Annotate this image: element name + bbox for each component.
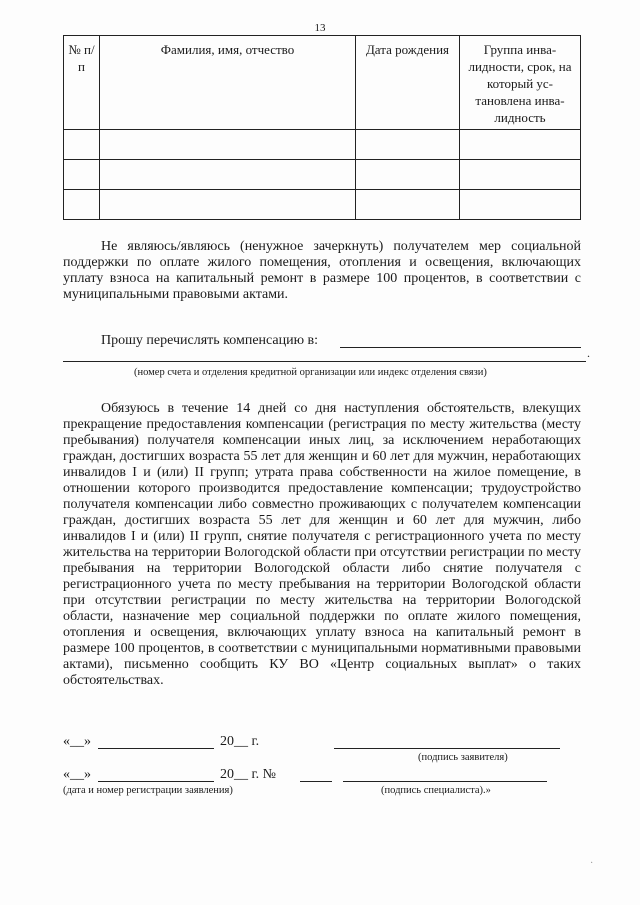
compensation-line-1 [340, 347, 581, 348]
registration-number-line [300, 781, 332, 782]
scan-artifact: · [590, 858, 594, 869]
registration-caption: (дата и номер регистрации заявления) [63, 785, 233, 796]
applicant-signature-line [334, 748, 560, 749]
applicant-signature-caption: (подпись заявителя) [418, 752, 508, 763]
signature2-date-line [98, 781, 214, 782]
compensation-label: Прошу перечислять компенсацию в: [101, 333, 319, 348]
specialist-signature-caption: (подпись специалиста).» [381, 785, 491, 796]
table-cell [100, 160, 356, 190]
table-row [64, 130, 581, 160]
table-cell [460, 130, 581, 160]
table-cell [356, 130, 460, 160]
signature2-year-number: 20__ г. № [220, 767, 277, 782]
table-cell [356, 160, 460, 190]
header-disability-group: Группа инва-лидности, срок, на который ус-тановлена инва-лидность [460, 36, 581, 130]
status-text: Не являюсь/являюсь (ненужное зачеркнуть) получателем мер социальной поддержки по оплате жилого помещения, отопления и освещения, включающих уплату взноса на капитальный ремонт в размере 100 процентов, в соответствии с муниципальными правовыми актами. [63, 239, 581, 302]
obligation-text: Обязуюсь в течение 14 дней со дня наступления обстоятельств, влекущих прекращение предоставления компенсации (регистрация по месту жительства (месту пребывания) получателя компенсации иных лиц, за исключением неработающих граждан, достигших возраста 55 лет для женщин и 60 лет для мужчин, неработающих инвалидов I и (или) II групп; утрата права собственности на жилое помещение, в отношении которого производится предоставление компенсации; трудоустройство получателя компенсации либо совместно проживающих с получателем компенсации граждан, достигших возраста 55 лет для женщин и 60 лет для мужчин, либо инвалидов I и (или) II групп, снятие получателя с регистрационного учета по месту жительства на территории Вологодской области при отсутствии регистрации по месту пребывания на территории Вологодской области либо снятие получателя с регистрационного учета по месту пребывания на территории Вологодской области при отсутствии регистрации по месту жительства на территории Вологодской области, назначение мер социальной поддержки по оплате жилого помещения, отопления и освещения, включающих уплату взноса на капитальный ремонт в размере 100 процентов, в соответствии с муниципальными нормативными правовыми актами), письменно сообщить КУ ВО «Центр социальных выплат» о таких обстоятельствах. [63, 401, 581, 688]
signature1-date-line [98, 748, 214, 749]
table-cell [460, 190, 581, 220]
table-cell [100, 130, 356, 160]
header-full-name: Фамилия, имя, отчество [100, 36, 356, 130]
compensation-caption: (номер счета и отделения кредитной организации или индекс отделения связи) [134, 367, 487, 378]
table-cell [64, 190, 100, 220]
table-cell [460, 160, 581, 190]
signature2-date-open: «__» [63, 767, 91, 782]
signature1-date-open: «__» [63, 734, 91, 749]
table-cell [356, 190, 460, 220]
compensation-dot: . [587, 346, 590, 360]
compensation-line-2 [63, 361, 586, 362]
obligation-paragraph [63, 401, 581, 689]
persons-table [63, 35, 581, 220]
signature1-year: 20__ г. [220, 734, 260, 749]
table-cell [64, 130, 100, 160]
status-paragraph [63, 239, 581, 303]
page-number: 13 [314, 22, 326, 34]
header-birth-date: Дата рождения [356, 36, 460, 130]
table-cell [64, 160, 100, 190]
table-cell [100, 190, 356, 220]
table-row [64, 190, 581, 220]
header-number: № п/п [64, 36, 100, 130]
table-row [64, 160, 581, 190]
table-header-row [64, 36, 581, 130]
specialist-signature-line [343, 781, 547, 782]
